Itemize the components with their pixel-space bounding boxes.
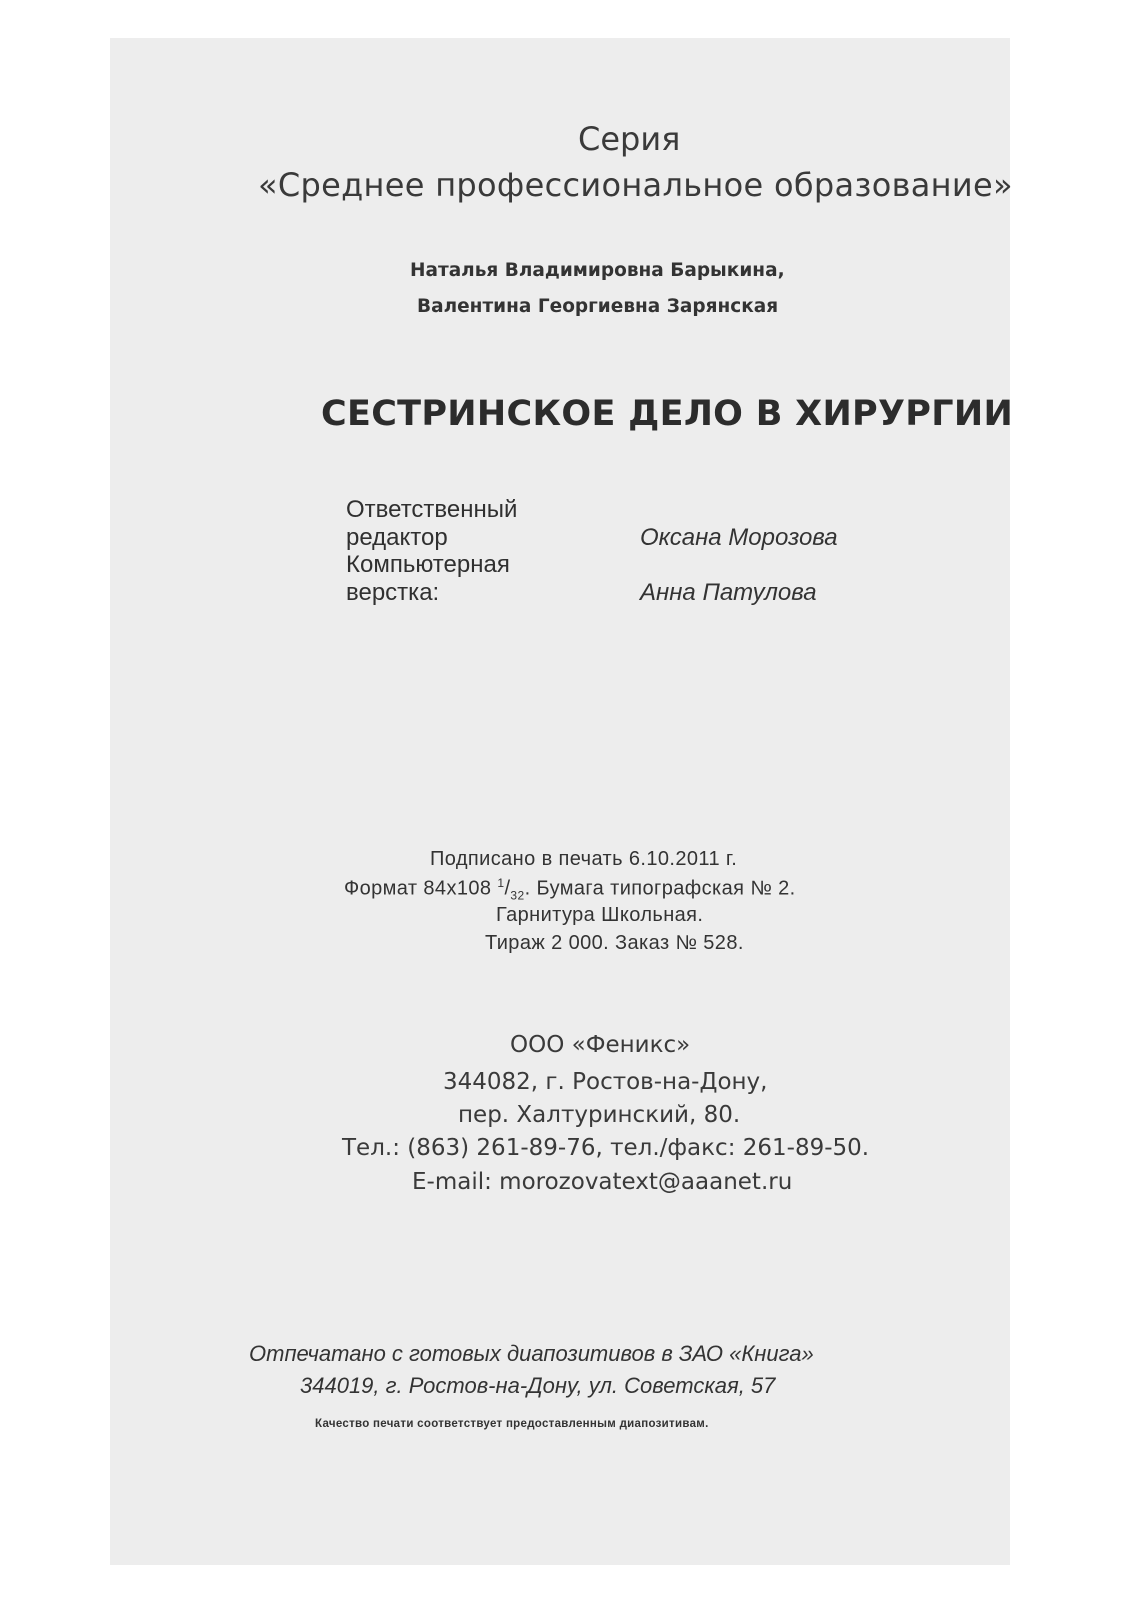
format-line: Формат 84х108 $^1/_{32}$. Бумага типографская № 2. [344, 876, 796, 903]
layout-name: Анна Патулова [640, 579, 817, 606]
format-suffix: . Бумага типографская № 2. [524, 877, 796, 900]
series-label: Серия [578, 120, 681, 158]
layout-role-line1: Компьютерная [346, 551, 510, 578]
editor-role [346, 496, 517, 551]
editor-name: Оксана Морозова [640, 524, 838, 551]
author-1: Наталья Владимировна Барыкина, [410, 260, 785, 281]
printer-line-1: Отпечатано с готовых диапозитивов в ЗАО «Книга» [249, 1341, 814, 1366]
layout-role [346, 551, 510, 606]
signed-to-print: Подписано в печать 6.10.2011 г. [430, 848, 738, 870]
layout-role-line2: верстка: [346, 578, 440, 606]
publisher-name: ООО «Феникс» [510, 1032, 691, 1058]
publisher-address-2: пер. Халтуринский, 80. [458, 1102, 741, 1128]
format-prefix: Формат 84х108 [344, 877, 498, 900]
format-fraction-denominator: 32 [510, 888, 525, 903]
print-run-line: Тираж 2 000. Заказ № 528. [485, 932, 744, 954]
print-quality-note: Качество печати соответствует предоставленным диапозитивам. [315, 1418, 709, 1430]
editor-role-line1: Ответственный [346, 496, 518, 523]
publisher-email: E-mail: morozovatext@aaanet.ru [412, 1169, 793, 1195]
editor-role-line2: редактор [346, 523, 448, 551]
book-page [110, 38, 1014, 1565]
book-title: СЕСТРИНСКОЕ ДЕЛО В ХИРУРГИИ [321, 394, 1014, 434]
publisher-phone: Тел.: (863) 261-89-76, тел./факс: 261-89-50. [342, 1135, 870, 1161]
author-2: Валентина Георгиевна Зарянская [417, 296, 779, 317]
typeface-line: Гарнитура Школьная. [496, 904, 704, 926]
printer-line-2: 344019, г. Ростов-на-Дону, ул. Советская, 57 [300, 1373, 776, 1398]
series-name: «Среднее профессиональное образование» [258, 166, 1013, 204]
publisher-address-1: 344082, г. Ростов-на-Дону, [443, 1069, 768, 1095]
format-fraction-numerator: 1 [497, 876, 505, 890]
